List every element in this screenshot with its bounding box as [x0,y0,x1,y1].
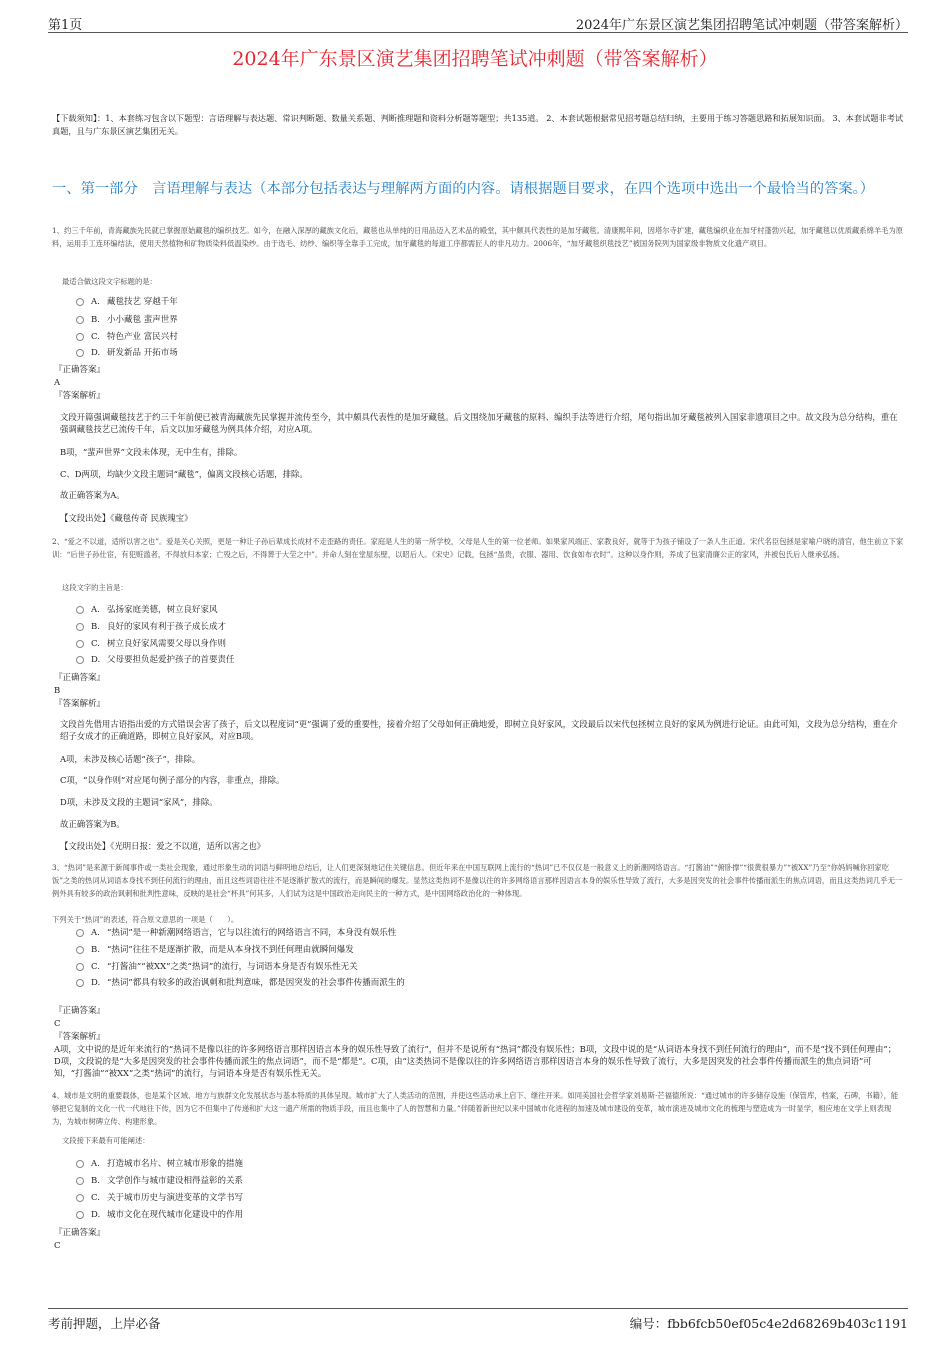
page-number: 第1页 [48,18,83,33]
option-text: 研发新品 开拓市场 [107,348,178,358]
q3-answer: C [54,1019,61,1029]
q3-option-a[interactable] [76,926,396,941]
option-text: 特色产业 富民兴村 [107,332,178,342]
section-heading: 一、第一部分 言语理解与表达（本部分包括表达与理解两方面的内容。请根据题目要求，在四个选项中选出一个最恰当的答案。） [52,181,875,197]
radio-icon[interactable] [76,979,84,987]
option-text: “打酱油”“被XX”之类“热词”的流行，与词语本身是否有娱乐性无关 [107,962,358,972]
q2-option-c[interactable] [76,637,226,652]
q1-option-c[interactable] [76,330,178,345]
option-text: 打造城市名片、树立城市形象的措施 [107,1159,244,1169]
q1-analysis-label: 『答案解析』 [54,391,106,401]
q2-option-b[interactable] [76,620,226,635]
q1-analysis: 文段开篇强调藏毯技艺于约三千年前便已被青海藏族先民掌握并流传至今，其中颇具代表性的是加牙藏毯。后文围绕加牙藏毯的原料、编织手法等进行介绍，尾句指出加牙藏毯被列入国家非遗项目之中。故文段为总分结构，重在强调藏毯技艺已流传千年，后文以加牙藏毯为例具体介绍，对应A项。 [60,412,898,434]
q4-answer: C [54,1241,61,1251]
option-letter: A. [91,297,100,307]
q4-option-b[interactable] [76,1174,243,1189]
q3-option-c[interactable] [76,960,358,975]
radio-icon[interactable] [76,298,84,306]
option-text: 小小藏毯 蜚声世界 [107,315,178,325]
page-footer [48,1308,908,1331]
question-2-ask: 这段文字的主旨是： [62,583,128,592]
q2-analysis-a: A项，未涉及核心话题“孩子”，排除。 [60,754,201,764]
radio-icon[interactable] [76,1194,84,1202]
option-letter: D. [91,978,101,988]
download-notice: 【下载须知】：1、本套练习包含以下题型：言语理解与表达题、常识判断题、数量关系题、判断推理题和资料分析题等题型；共135道。 2、本套试题根据常见招考题总结归纳，主要用于练习答题思路和拓展知识面。 3、本套试题非考试真题，且与广东景区演艺集团无关。 [52,113,904,136]
q4-answer-label: 『正确答案』 [54,1228,106,1238]
q2-conclusion: 故正确答案为B。 [60,819,125,829]
option-letter: C. [91,639,100,649]
option-text: 关于城市历史与演进变革的文学书写 [107,1193,244,1203]
q4-option-a[interactable] [76,1157,243,1172]
q3-option-b[interactable] [76,943,354,958]
option-text: 城市文化在现代城市化建设中的作用 [107,1210,244,1220]
question-1-stem: 1、约三千年前，青海藏族先民就已掌握原始藏毯的编织技艺。如今，在融入深厚的藏族文化后，藏毯也从单纯的日用品迈入艺术品的殿堂，其中颇具代表性的是加牙藏毯。清康熙年间，因塔尔寺扩建，藏毯编织业在加牙村蓬勃兴起，加牙藏毯以优质藏系绵羊毛为原料，运用手工连环编结法，使用天然植物和矿物质染料低温染纱。由于选毛、纺纱、编织等全靠手工完成，加牙藏毯的每道工序都需匠人的非凡功力。2006年，“加牙藏毯织毯技艺”被国务院列为国家级非物质文化遗产项目。 [52,226,904,248]
radio-icon[interactable] [76,1160,84,1168]
option-letter: B. [91,1176,100,1186]
radio-icon[interactable] [76,623,84,631]
radio-icon[interactable] [76,316,84,324]
q1-option-a[interactable] [76,295,178,310]
q4-option-c[interactable] [76,1191,243,1206]
q1-source: 【文段出处】《藏毯传奇 民族瑰宝》 [60,513,193,523]
q3-option-d[interactable] [76,976,405,991]
option-text: 藏毯技艺 穿越千年 [107,297,178,307]
question-2-stem: 2、“爱之不以道，适所以害之也”。爱是关心关照，更是一种让子孙后辈成长成材不走歪路的责任。家庭是人生的第一所学校，父母是人生的第一位老师。如果家风端正、家教良好，就等于为孩子铺设了一条人生正道。宋代名臣包拯是家喻户晓的清官，他生前立下家训：“后世子孙仕宦，有犯赃滥者，不得放归本家；亡殁之后，不得葬于大茔之中”。并命人刻在堂屋东壁，以昭后人。《宋史》记载，包拯“虽贵，衣服、器用、饮食如布衣时”。这种以身作则，养成了包家清廉公正的家风，并被包氏后人继承弘扬。 [52,537,904,559]
option-letter: B. [91,622,100,632]
q1-option-d[interactable] [76,346,178,361]
option-text: 弘扬家庭美德，树立良好家风 [107,605,218,615]
q1-analysis-cd: C、D两项，均缺少文段主题词“藏毯”，偏离文段核心话题，排除。 [60,469,308,479]
q2-analysis-c: C项，“以身作则”对应尾句例子部分的内容，非重点，排除。 [60,775,285,785]
document-title: 2024年广东景区演艺集团招聘笔试冲刺题（带答案解析） [232,48,718,70]
option-text: “热词”是一种新潮网络语言，它与以往流行的网络语言不同，本身没有娱乐性 [107,928,397,938]
radio-icon[interactable] [76,946,84,954]
option-text: 良好的家风有利于孩子成长成才 [107,622,227,632]
q1-answer-label: 『正确答案』 [54,365,106,375]
q2-answer-label: 『正确答案』 [54,673,106,683]
radio-icon[interactable] [76,1177,84,1185]
question-4-stem: 4、城市是文明的重要载体，也是某个区域、地方与族群文化发展状态与基本特质的具体呈现。城市扩大了人类活动的范围，并使这些活动承上启下、继往开来。如同美国社会哲学家刘易斯·芒福德所说：“通过城市的许多储存设施（保管库，档案，石碑，书籍），能够把它复制的文化一代一代地往下传，因为它不但集中了传递和扩大这一遗产所需的物质手段，而且也集中了人的智慧和力量。”伴随着新世纪以来中国城市化进程的加速及城市建设的变革，城市演进及城市文化的梳理与塑造成为一时显学，相应地在文学上则表现为，为城市树碑立传、构建形象。 [52,1091,899,1126]
radio-icon[interactable] [76,640,84,648]
option-text: 文学创作与城市建设相得益彰的关系 [107,1176,244,1186]
q1-conclusion: 故正确答案为A。 [60,490,125,500]
radio-icon[interactable] [76,606,84,614]
q2-analysis-label: 『答案解析』 [54,699,106,709]
q2-analysis: 文段首先借用古语指出爱的方式错误会害了孩子，后文以程度词“更”强调了爱的重要性，接着介绍了父母如何正确地爱，即树立良好家风，文段最后以宋代包拯树立良好的家风为例进行论证。由此可知，文段为总分结构，重在介绍子女成才的正确道路，即树立良好家风，对应B项。 [60,719,898,741]
option-letter: A. [91,605,100,615]
radio-icon[interactable] [76,1211,84,1219]
footer-slogan: 考前押题，上岸必备 [48,1316,161,1331]
option-letter: C. [91,962,100,972]
option-letter: D. [91,1210,101,1220]
option-letter: D. [91,348,101,358]
radio-icon[interactable] [76,963,84,971]
option-letter: A. [91,928,100,938]
q1-option-b[interactable] [76,313,178,328]
radio-icon[interactable] [76,333,84,341]
q3-answer-label: 『正确答案』 [54,1006,106,1016]
q3-analysis: A项，文中说的是近年来流行的“热词不是像以往的许多网络语言那样因语言本身的娱乐性导致了流行”，但并不是说所有“热词”都没有娱乐性；B项，文段中说的是“从词语本身找不到任何流行的理由”，而不是“找不到任何理由”；D项，文段说的是“大多是因突发的社会事件传播而派生的焦点词语”，而不是“都是”。C项，由“这类热词不是像以往的许多网络语言那样因语言本身的娱乐性导致了流行，大多是因突发的社会事件传播而派生的焦点词语”可知，“打酱油”“被XX”之类“热词”的流行，与词语本身是否有娱乐性无关。 [54,1044,897,1078]
q4-option-d[interactable] [76,1208,243,1223]
q3-analysis-label: 『答案解析』 [54,1032,106,1042]
option-letter: D. [91,655,101,665]
question-1-ask: 最适合做这段文字标题的是： [62,277,157,286]
question-3-stem: 3、“热词”是来源于新闻事件或一类社会现象，通过形象生动的词语与鲜明地总结后，让人们更深刻地记住关键信息。但近年来在中国互联网上流行的“热词”已不仅仅是一般意义上的新潮网络语言。“打酱油”“俯卧撑”“很黄很暴力”“被XX”乃至“你妈妈喊你回家吃饭”之类的热词从词语本身找不到任何流行的理由，而且这些词语往往不是逐渐扩散式的流行，而是瞬间的爆发。显然这类热词不是像以往的许多网络语言那样因语言本身的娱乐性导致了流行，大多是因突发的社会事件传播而派生的焦点词语，而且这类热词几乎无一例外具有较多的政治讽刺和批判性意味，反映的是社会“杯具”何其多，人们试为这是中国政治走向民主的一种方式，是中国网络政治化的一种体现。 [52,863,903,898]
q2-answer: B [54,686,61,696]
radio-icon[interactable] [76,929,84,937]
radio-icon[interactable] [76,349,84,357]
q2-source: 【文段出处】《光明日报：爱之不以道，适所以害之也》 [60,841,266,851]
q1-answer: A [54,378,61,388]
option-letter: A. [91,1159,100,1169]
option-letter: B. [91,315,100,325]
option-letter: C. [91,1193,100,1203]
footer-serial: 编号：fbb6fcb50ef05c4e2d68269b403c1191 [629,1316,908,1331]
q2-option-a[interactable] [76,603,218,618]
radio-icon[interactable] [76,656,84,664]
option-text: “热词”往往不是逐渐扩散，而是从本身找不到任何理由就瞬间爆发 [107,945,354,955]
option-text: 父母要担负起爱护孩子的首要责任 [107,655,235,665]
question-4-ask: 文段接下来最有可能阐述： [62,1136,150,1145]
option-text: 树立良好家风需要父母以身作则 [107,639,227,649]
q2-analysis-d: D项，未涉及文段的主题词“家风”，排除。 [60,797,218,807]
q2-option-d[interactable] [76,653,235,668]
header-doc-title: 2024年广东景区演艺集团招聘笔试冲刺题（带答案解析） [575,18,908,33]
option-letter: B. [91,945,100,955]
option-letter: C. [91,332,100,342]
q1-analysis-b: B项，“蜚声世界”文段未体现，无中生有，排除。 [60,447,243,457]
option-text: “热词”都具有较多的政治讽刺和批判意味，都是因突发的社会事件传播而派生的 [107,978,405,988]
page-header [48,12,908,33]
question-3-ask: 下列关于“热词”的表述，符合原文意思的一项是（ ）。 [52,915,239,924]
